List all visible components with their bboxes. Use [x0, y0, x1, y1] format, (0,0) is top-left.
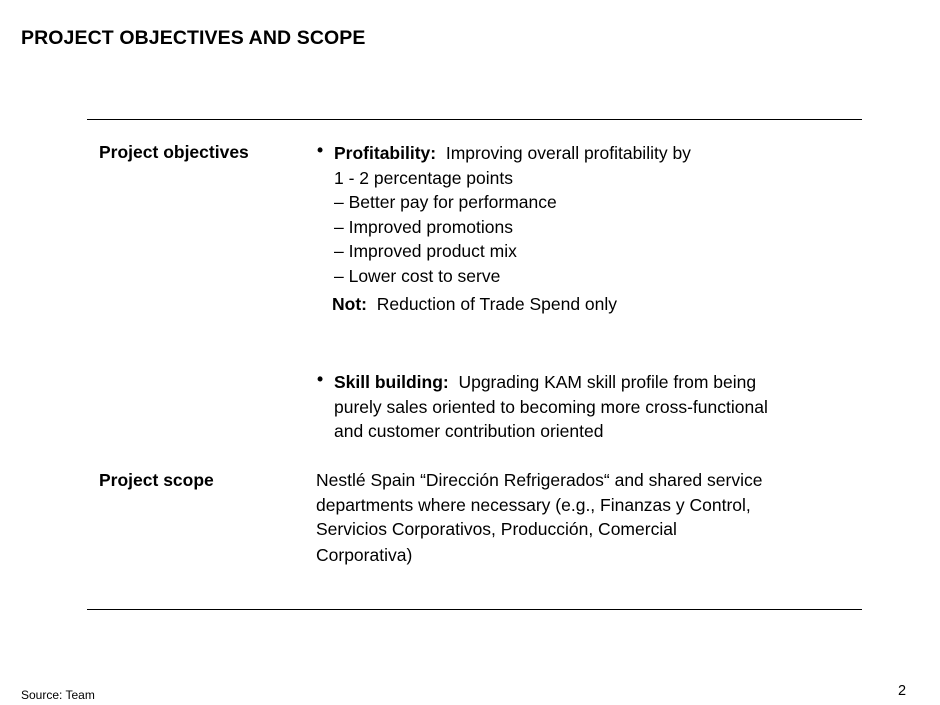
skill-building-text-line-1: Upgrading KAM skill profile from being	[458, 372, 757, 392]
profitability-sub-item: – Improved promotions	[334, 216, 513, 237]
profitability-sub-item: – Improved product mix	[334, 241, 517, 261]
top-divider	[87, 119, 862, 120]
source-note: Source: Team	[21, 688, 95, 702]
page-title: PROJECT OBJECTIVES AND SCOPE	[21, 27, 366, 49]
skill-building-text-line-2: purely sales oriented to becoming more cross-functional	[334, 396, 768, 417]
skill-building-heading: Skill building:	[334, 372, 449, 392]
scope-text-line: Nestlé Spain “Dirección Refrigerados“ and shared service	[316, 470, 763, 490]
profitability-sub-item: – Lower cost to serve	[334, 265, 501, 286]
skill-building-text-line-3: and customer contribution oriented	[334, 421, 604, 441]
profitability-sub-item: – Better pay for performance	[334, 192, 557, 212]
profitability-text-line-2: 1 - 2 percentage points	[334, 167, 514, 188]
not-line	[332, 292, 617, 317]
scope-text-line: Servicios Corporativos, Producción, Comercial	[316, 519, 677, 539]
bullet-icon: •	[317, 369, 324, 389]
page-number: 2	[898, 683, 907, 699]
bottom-divider	[87, 609, 862, 610]
profitability-text-line-1: Improving overall profitability by	[445, 143, 691, 163]
not-text: Reduction of Trade Spend only	[376, 294, 618, 314]
profitability-heading: Profitability:	[334, 143, 437, 163]
skill-building-line-1	[334, 370, 756, 395]
bullet-icon: •	[317, 140, 324, 160]
scope-label: Project scope	[99, 470, 214, 490]
scope-text-line: Corporativa)	[316, 545, 413, 565]
objectives-label: Project objectives	[99, 142, 249, 162]
not-label: Not:	[332, 294, 367, 314]
profitability-line-1	[334, 141, 691, 166]
scope-text-line: departments where necessary (e.g., Finanzas y Control,	[316, 494, 751, 515]
